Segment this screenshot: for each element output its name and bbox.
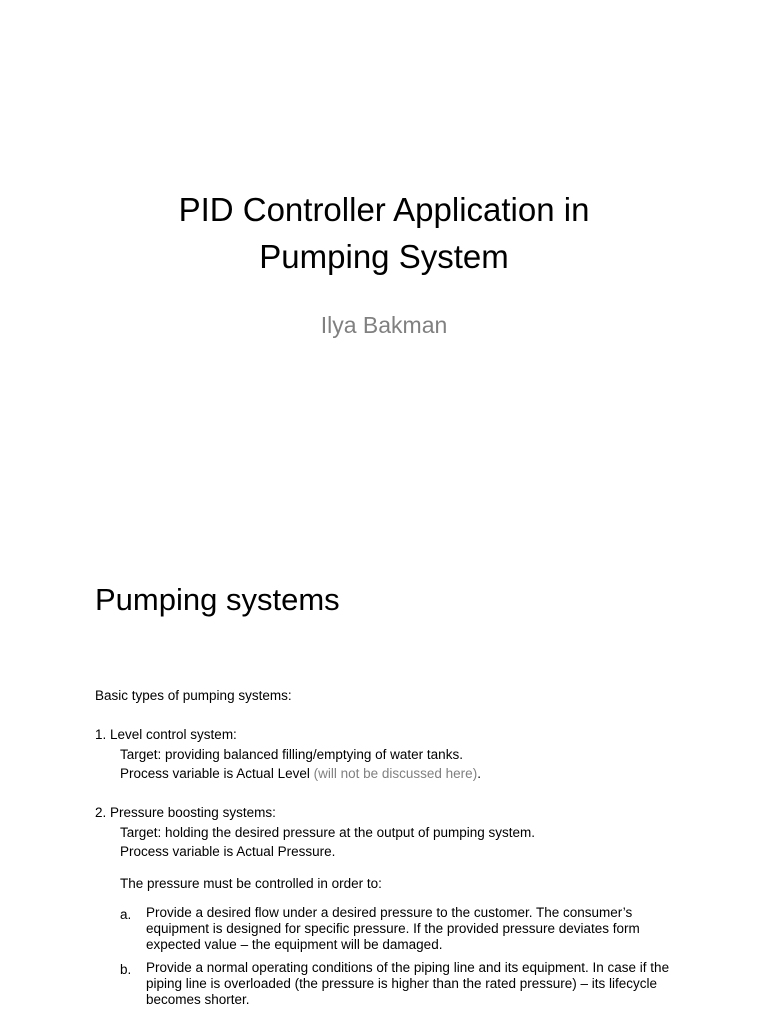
- section-2-process-variable: Process variable is Actual Pressure.: [120, 844, 336, 859]
- author-name: Ilya Bakman: [320, 312, 448, 338]
- list-marker: a.: [120, 907, 132, 922]
- list-item: [95, 905, 685, 953]
- title-line-1: PID Controller Application in: [178, 191, 590, 228]
- slide-body: [95, 686, 685, 1015]
- content-slide: [0, 512, 768, 1024]
- list-item-text: Provide a desired flow under a desired pressure to the customer. The consumer’s equipment is designed for specific pressure. If the provided pressure deviates form expected value – the equipment will be damaged.: [146, 905, 640, 952]
- presentation-title: [0, 186, 768, 280]
- list-item-text: Provide a normal operating conditions of the piping line and its equipment. In case if the piping line is overloaded (the pressure is higher than the rated pressure) – its lifecycle becomes shorter.: [146, 960, 670, 1007]
- section-1-pv-text: Process variable is Actual Level: [120, 766, 314, 781]
- section-2-target: Target: holding the desired pressure at the output of pumping system.: [120, 824, 535, 840]
- list-marker: b.: [120, 962, 132, 977]
- section-1-target: Target: providing balanced filling/emptying of water tanks.: [120, 746, 463, 762]
- section-1-title: 1. Level control system:: [95, 727, 237, 742]
- slide-heading: Pumping systems: [95, 582, 340, 617]
- list-item: [95, 960, 685, 1008]
- title-line-2: Pumping System: [259, 238, 509, 275]
- section-2-title: 2. Pressure boosting systems:: [95, 805, 276, 820]
- intro-text: Basic types of pumping systems:: [95, 688, 292, 703]
- section-1-pv-end: .: [477, 766, 481, 781]
- section-1-pv-note: (will not be discussed here): [313, 766, 478, 781]
- section-1-process-variable: [95, 764, 685, 784]
- section-2-lead: The pressure must be controlled in order to:: [120, 875, 382, 891]
